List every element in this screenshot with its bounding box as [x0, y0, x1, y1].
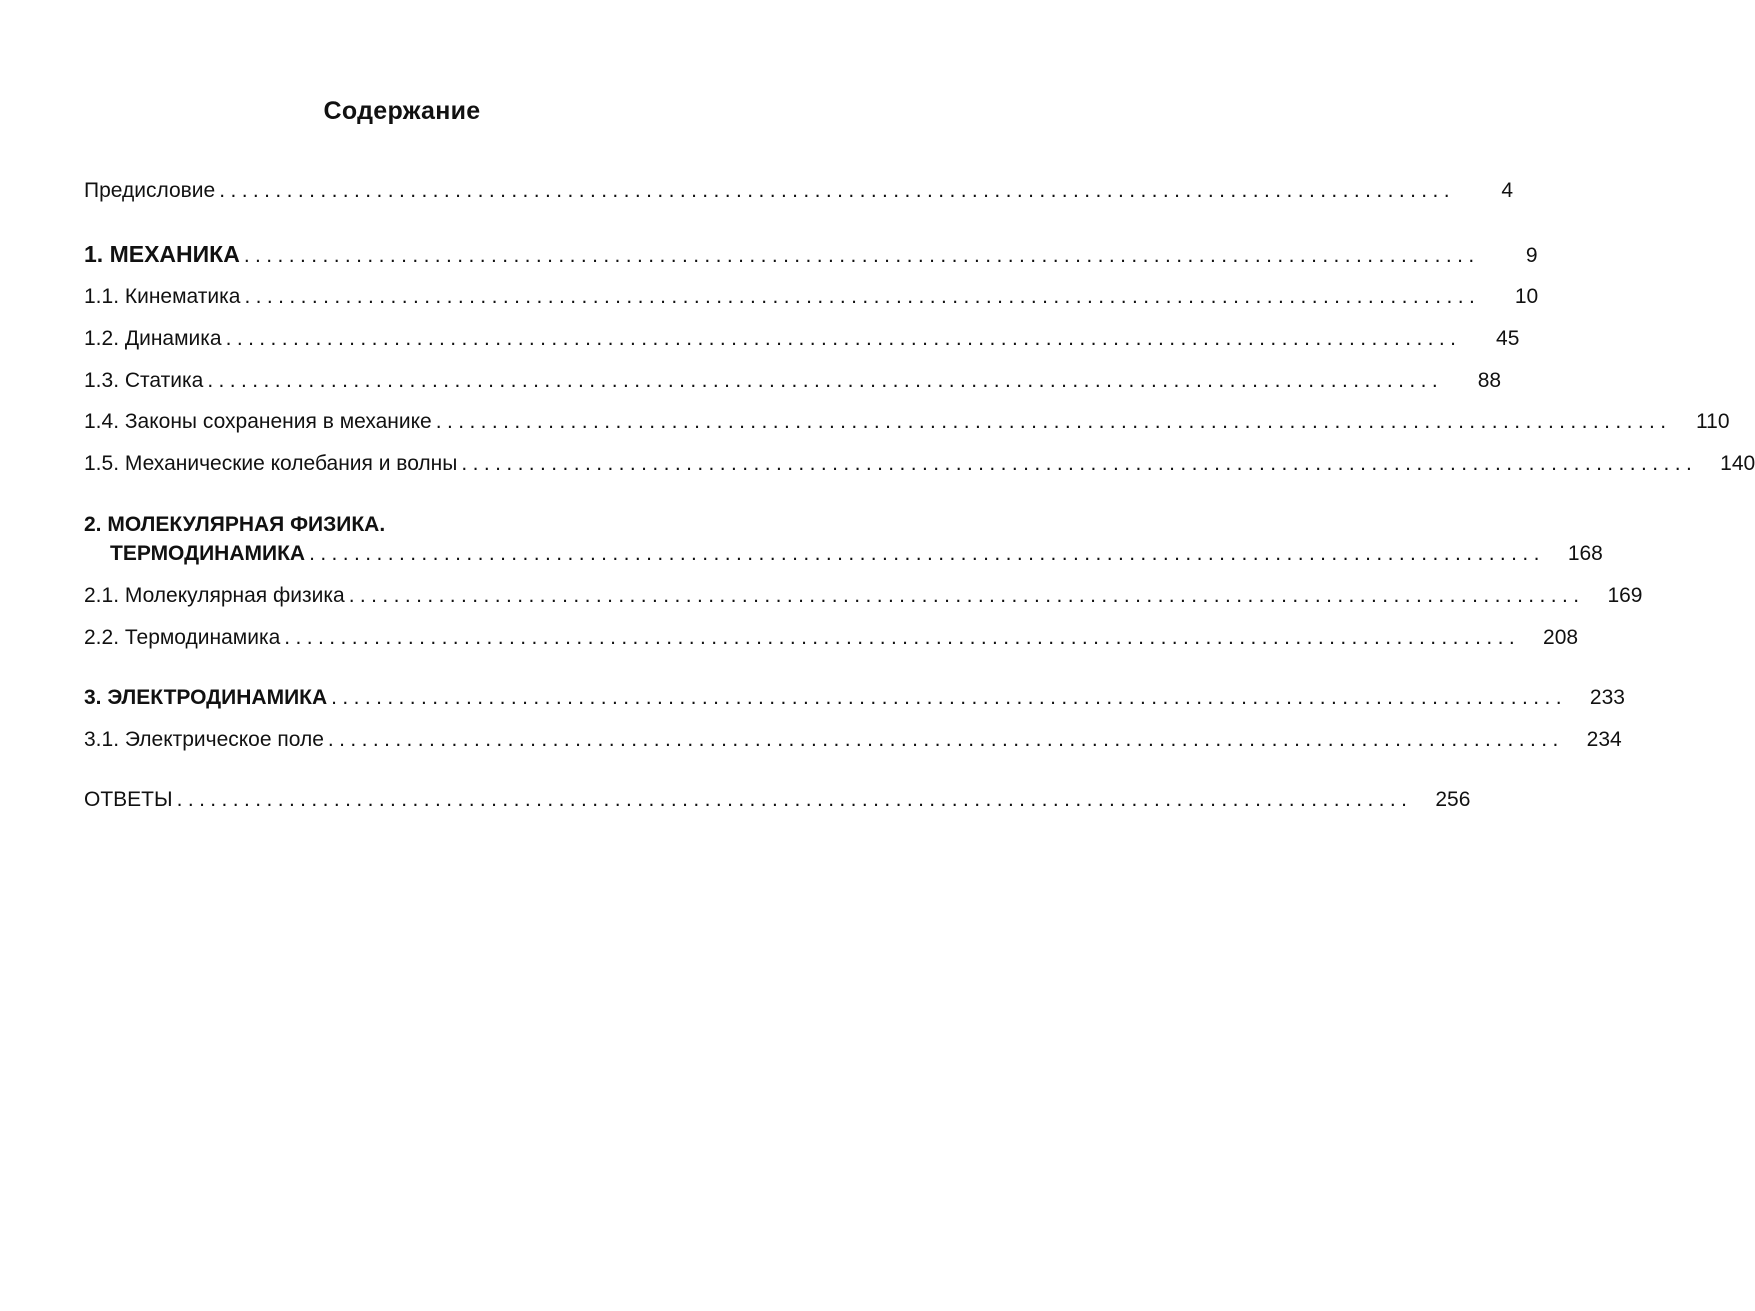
- toc-entry-statics: [84, 366, 1502, 396]
- toc-page-number: 45: [1496, 327, 1520, 350]
- page-title: Содержание: [323, 97, 481, 125]
- toc-entry-thermo: [84, 623, 1579, 653]
- toc-section-label: ТЕРМОДИНАМИКА: [110, 542, 306, 565]
- toc-entry-label: ОТВЕТЫ: [84, 788, 173, 811]
- toc-page-number: 9: [1525, 244, 1538, 267]
- toc-entry-label: 1.4. Законы сохранения в механике: [84, 410, 432, 433]
- dot-leader: ..............................................................................................................: [327, 728, 1564, 751]
- toc-entry-preface: [84, 176, 1514, 206]
- dot-leader: ..............................................................................................................: [207, 369, 1444, 392]
- toc-page-number: 4: [1501, 179, 1514, 202]
- toc-entry-label: 3.1. Электрическое поле: [84, 728, 324, 751]
- toc-entry-efield: [84, 725, 1622, 755]
- dot-leader: ..............................................................................................................: [219, 179, 1456, 202]
- dot-leader: ..............................................................................................................: [331, 686, 1567, 709]
- dot-leader: ..............................................................................................................: [348, 584, 1585, 607]
- toc-page-number: 208: [1543, 626, 1579, 649]
- toc-page-number: 234: [1586, 728, 1622, 751]
- toc-entry-conservation: [84, 407, 1730, 437]
- toc-page-number: 88: [1477, 369, 1502, 392]
- toc-entry-label: 1.1. Кинематика: [84, 285, 241, 308]
- toc-section-label: 3. ЭЛЕКТРОДИНАМИКА: [84, 686, 328, 709]
- dot-leader: ..............................................................................................................: [435, 410, 1672, 433]
- toc-page-number: 10: [1514, 285, 1539, 308]
- toc-page-number: 256: [1435, 788, 1471, 811]
- dot-leader: ..............................................................................................................: [243, 244, 1480, 267]
- toc-entry-oscillations: [84, 449, 1755, 479]
- dot-leader: ..............................................................................................................: [244, 285, 1481, 308]
- dot-leader: ..............................................................................................................: [461, 452, 1698, 475]
- toc-entry-dynamics: [84, 324, 1520, 354]
- toc-page-number: 110: [1696, 410, 1730, 433]
- toc-page-number: 169: [1607, 584, 1643, 607]
- toc-entry-answers: [84, 785, 1471, 815]
- toc-entry-thermodynamics-section: [84, 539, 1603, 569]
- toc-entry-label: 1.5. Механические колебания и волны: [84, 452, 458, 475]
- toc-entry-label: 2.2. Термодинамика: [84, 626, 281, 649]
- toc-entry-kinematics: [84, 282, 1539, 312]
- toc-entry-electrodynamics: [84, 683, 1625, 713]
- toc-section-label-line1: 2. МОЛЕКУЛЯРНАЯ ФИЗИКА.: [84, 513, 386, 536]
- dot-leader: ..............................................................................................................: [176, 788, 1413, 811]
- toc-entry-molecular: [84, 581, 1643, 611]
- dot-leader: ..............................................................................................................: [225, 327, 1462, 350]
- toc-entry-label: 2.1. Молекулярная физика: [84, 584, 345, 607]
- toc-entry-label: 1.3. Статика: [84, 369, 204, 392]
- toc-entry-label: Предисловие: [84, 179, 216, 202]
- toc-section-label: 1. МЕХАНИКА: [84, 241, 240, 267]
- dot-leader: ..............................................................................................................: [284, 626, 1521, 649]
- dot-leader: ..............................................................................................................: [309, 542, 1545, 565]
- toc-page-number: 233: [1589, 686, 1625, 709]
- toc-page-number: 168: [1567, 542, 1603, 565]
- toc-entry-label: 1.2. Динамика: [84, 327, 222, 350]
- toc-page-number: 140: [1720, 452, 1755, 475]
- toc-entry-mechanics: [84, 239, 1538, 269]
